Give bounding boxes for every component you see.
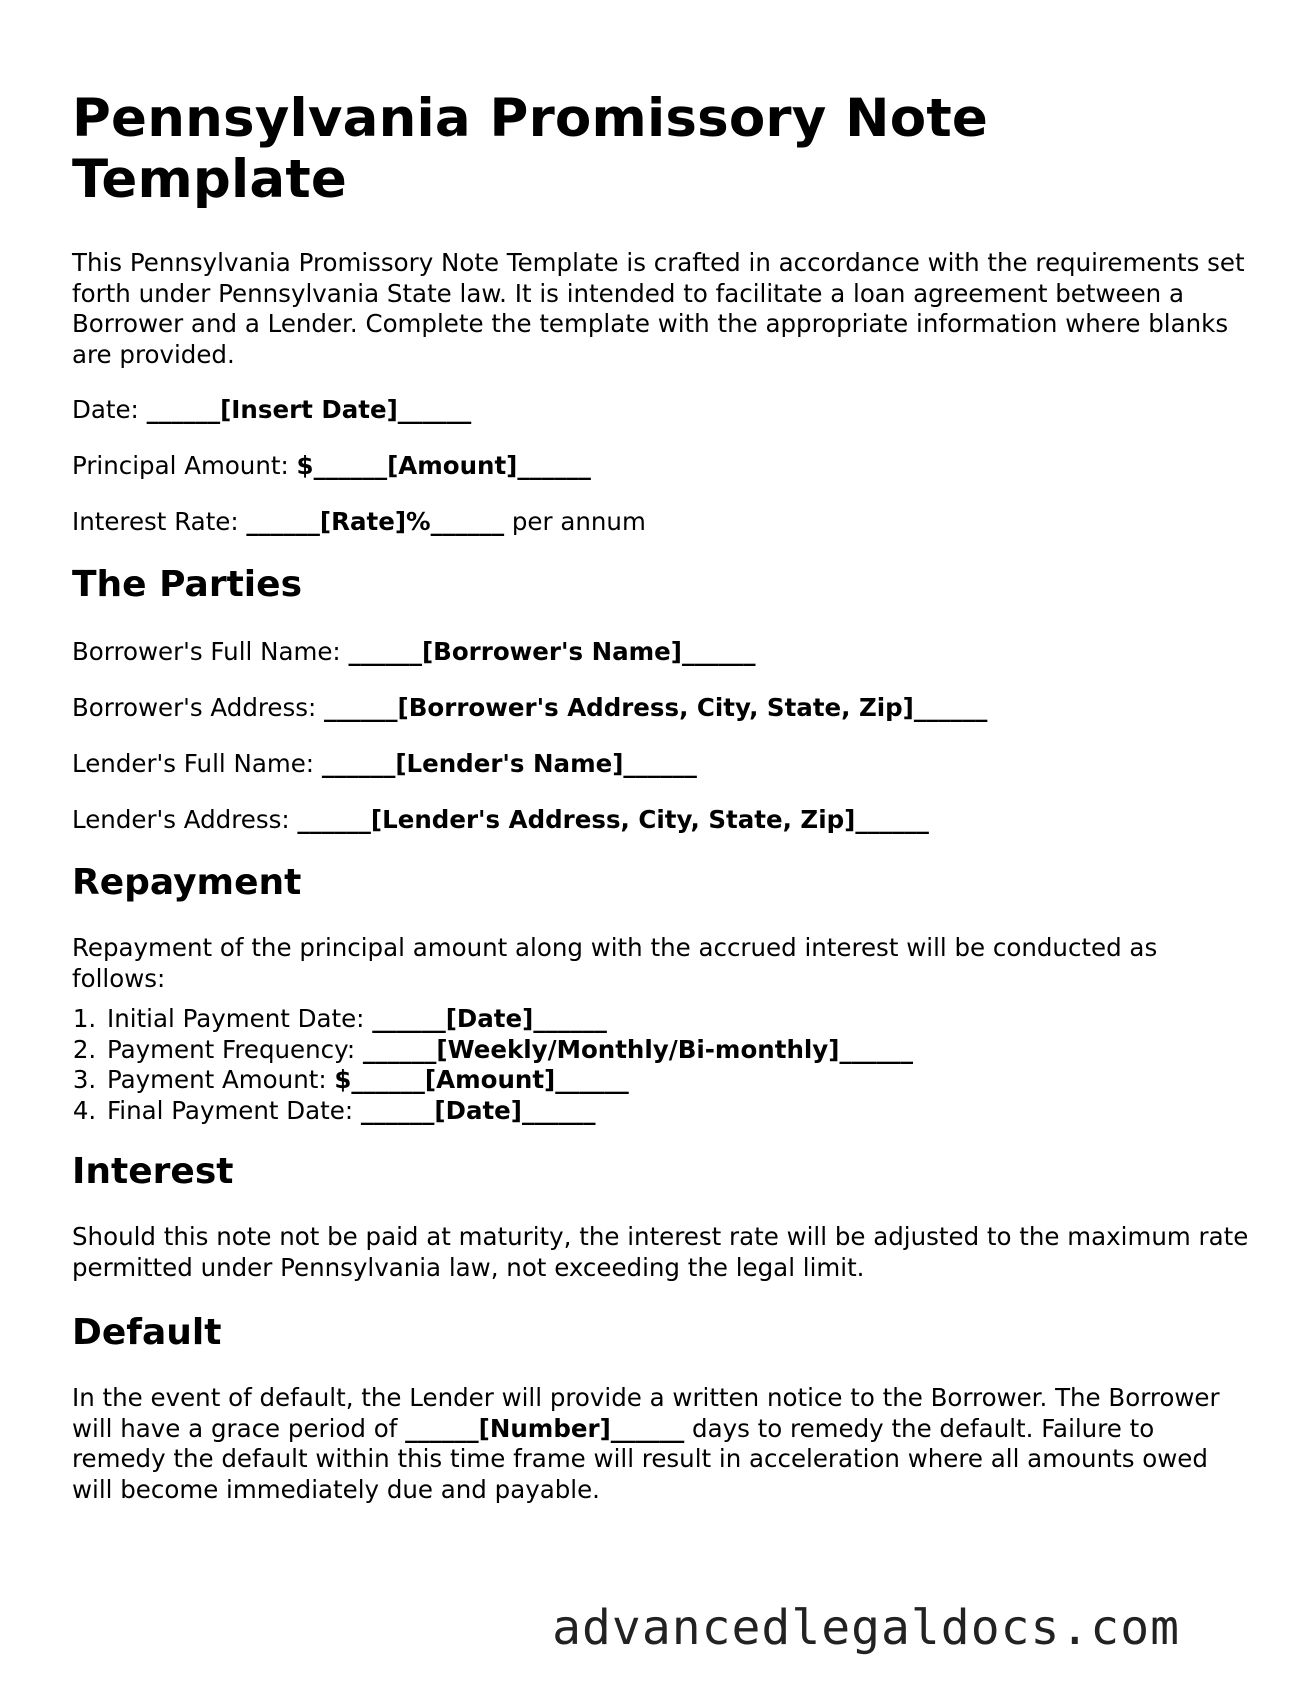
repayment-item-blank: ______[Date]______ bbox=[372, 1004, 607, 1033]
lender-name-field bbox=[72, 749, 1252, 779]
document-page bbox=[72, 88, 1252, 1505]
default-text-before: In the event of default, the Lender will provide a written notice to the Borrower. The Borrower will have a grace period of bbox=[72, 1383, 1220, 1443]
borrower-address-blank: ______[Borrower's Address, City, State, Zip]______ bbox=[324, 693, 988, 722]
interest-rate-label: Interest Rate: bbox=[72, 507, 247, 536]
lender-name-blank: ______[Lender's Name]______ bbox=[321, 749, 697, 778]
interest-rate-blank: ______[Rate]%______ bbox=[246, 507, 505, 536]
date-blank: ______[Insert Date]______ bbox=[146, 395, 472, 424]
interest-rate-field bbox=[72, 507, 1252, 537]
default-text-after: days to remedy the default. Failure to remedy the default within this time frame will result in acceleration where all amounts owed will become immediately due and payable. bbox=[72, 1413, 1208, 1504]
interest-text: Should this note not be paid at maturity, the interest rate will be adjusted to the maximum rate permitted under Pennsylvania law, not exceeding the legal limit. bbox=[72, 1222, 1249, 1282]
borrower-name-field bbox=[72, 637, 1252, 667]
repayment-item-blank: ______[Date]______ bbox=[360, 1095, 596, 1125]
lender-name-label: Lender's Full Name: bbox=[72, 749, 322, 778]
default-text bbox=[72, 1383, 1252, 1505]
interest-rate-suffix: per annum bbox=[504, 507, 646, 536]
repayment-item-label: Payment Amount: bbox=[107, 1065, 335, 1094]
repayment-item-label: Payment Frequency: bbox=[107, 1034, 363, 1064]
repayment-item bbox=[104, 1035, 1252, 1066]
date-label: Date: bbox=[72, 395, 147, 424]
intro-paragraph: This Pennsylvania Promissory Note Template is crafted in accordance with the requirements set forth under Pennsylvania State law. It is intended to facilitate a loan agreement between a Borrower and a Lender. Complete the template with the appropriate information where blanks are provided. bbox=[72, 248, 1245, 369]
borrower-address-label: Borrower's Address: bbox=[72, 693, 325, 722]
repayment-list bbox=[72, 1004, 1252, 1126]
principal-field bbox=[72, 451, 1252, 481]
default-days-blank: ______[Number]______ bbox=[405, 1413, 685, 1443]
repayment-heading: Repayment bbox=[72, 862, 302, 903]
lender-address-label: Lender's Address: bbox=[72, 805, 298, 834]
page-title: Pennsylvania Promissory Note Template bbox=[72, 88, 989, 210]
repayment-item bbox=[104, 1096, 1252, 1127]
principal-label: Principal Amount: bbox=[72, 451, 297, 480]
borrower-name-label: Borrower's Full Name: bbox=[72, 637, 349, 666]
borrower-address-field bbox=[72, 693, 1252, 723]
lender-address-field bbox=[72, 805, 1252, 835]
repayment-item-blank: ______[Weekly/Monthly/Bi-monthly]______ bbox=[362, 1034, 913, 1064]
repayment-item-label: Initial Payment Date: bbox=[107, 1004, 373, 1033]
default-heading: Default bbox=[72, 1312, 222, 1353]
repayment-item-blank: $______[Amount]______ bbox=[334, 1065, 629, 1094]
repayment-text: Repayment of the principal amount along with the accrued interest will be conducted as follows: bbox=[72, 933, 1158, 993]
parties-heading: The Parties bbox=[72, 564, 302, 605]
repayment-item-label: Final Payment Date: bbox=[107, 1095, 361, 1125]
site-watermark: advancedlegaldocs.com bbox=[552, 1600, 1180, 1656]
borrower-name-blank: ______[Borrower's Name]______ bbox=[348, 637, 756, 666]
repayment-item bbox=[104, 1065, 1252, 1096]
date-field bbox=[72, 395, 1252, 425]
lender-address-blank: ______[Lender's Address, City, State, Zip]______ bbox=[297, 805, 929, 834]
repayment-item bbox=[104, 1004, 1252, 1035]
principal-blank: $______[Amount]______ bbox=[296, 451, 591, 480]
interest-heading: Interest bbox=[72, 1151, 234, 1192]
